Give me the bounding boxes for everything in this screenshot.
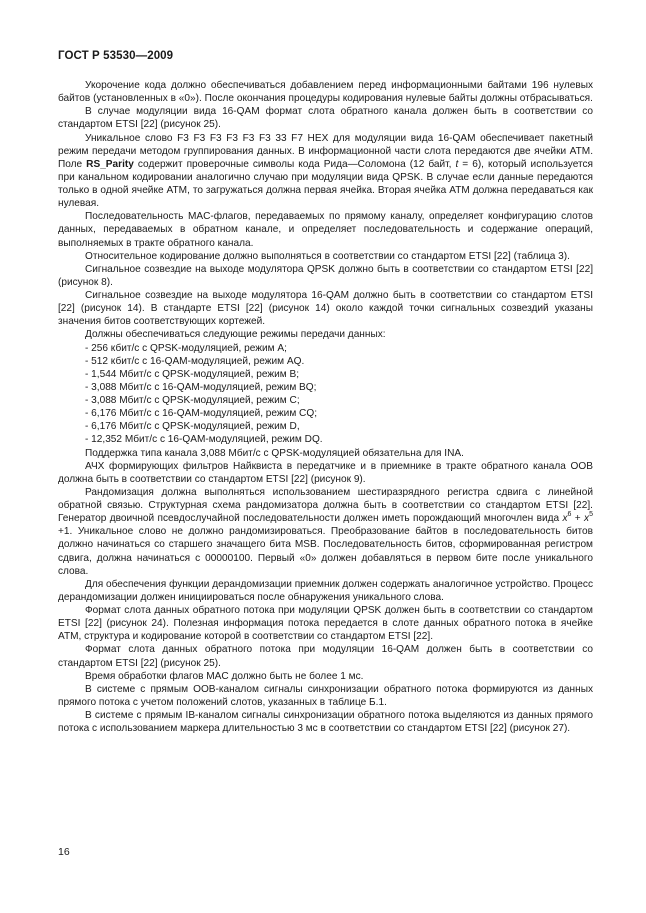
list-item: - 512 кбит/с с 16-QAM-модуляцией, режим AQ. xyxy=(85,355,305,367)
paragraph: Сигнальное созвездие на выходе модулятора QPSK должно быть в соответствии со стандартом ETSI [22] (рисунок 8). xyxy=(58,263,593,288)
paragraph: Последовательность MAC-флагов, передаваемых по прямому каналу, определяет конфигурацию слотов данных, передаваемых в обратном канале, и определяет последовательность и содержание операций, выполняемых в тракте обратного канала. xyxy=(58,211,593,249)
list-item: - 256 кбит/с с QPSK-модуляцией, режим A; xyxy=(85,342,287,354)
list-item: - 6,176 Мбит/с с QPSK-модуляцией, режим D, xyxy=(85,421,300,433)
list-item: - 12,352 Мбит/с с 16-QAM-модуляцией, режим DQ. xyxy=(85,434,323,446)
paragraph: Формат слота данных обратного потока при модуляции 16-QAM должен быть в соответствии со стандартом ETSI [22] (рисунок 25). xyxy=(58,644,593,669)
paragraph: Относительное кодирование должно выполняться в соответствии со стандартом ETSI [22] (таблица 3). xyxy=(85,250,570,262)
list-item: - 3,088 Мбит/с с QPSK-модуляцией, режим C; xyxy=(85,395,300,406)
paragraph: В системе с прямым OOB-каналом сигналы синхронизации обратного потока формируются из данных прямого потока с учетом положений слотов, указанных в таблице Б.1. xyxy=(58,683,593,708)
paragraph: В случае модуляции вида 16-QAM формат слота обратного канала должен быть в соответствии со стандартом ETSI [22] (рисунок 25). xyxy=(58,106,593,131)
paragraph: Формат слота данных обратного потока при модуляции QPSK должен быть в соответствии со стандартом ETSI [22] (рисунок 24). Полезная информация потока передается в слоте данных обратного потока в ячейке ATM, структура и кодирование которой в соответствии со стандартом ETSI [22]. xyxy=(58,605,593,643)
paragraph: Должны обеспечиваться следующие режимы передачи данных: xyxy=(85,329,386,341)
paragraph: Время обработки флагов MAC должно быть не более 1 мс. xyxy=(85,670,364,682)
paragraph: Укорочение кода должно обеспечиваться добавлением перед информационными байтами 196 нулевых байтов (установленных в «0»). После окончания процедуры кодирования нулевые байты должны отбрасываться. xyxy=(58,80,593,105)
list-item: - 6,176 Мбит/с с 16-QAM-модуляцией, режим CQ; xyxy=(85,408,318,420)
page-number: 16 xyxy=(58,846,70,858)
document-body xyxy=(58,79,593,735)
paragraph: АЧХ формирующих фильтров Найквиста в передатчике и в приемнике в тракте обратного канала OOB должна быть в соответствии со стандартом ETSI [22] (рисунок 9). xyxy=(58,460,593,485)
document-header: ГОСТ Р 53530—2009 xyxy=(58,50,174,62)
list-item: - 3,088 Мбит/с с 16-QAM-модуляцией, режим BQ; xyxy=(85,381,317,393)
paragraph: В системе с прямым IB-каналом сигналы синхронизации обратного потока выделяются из данных прямого потока с использованием маркера длительностью 3 мс в соответствии со стандартом ETSI [22] (рисунок 27). xyxy=(58,710,593,735)
paragraph: Для обеспечения функции дерандомизации приемник должен содержать аналогичное устройство. Процесс дерандомизации должен инициироваться после обнаружения уникального слова. xyxy=(58,578,593,603)
paragraph: Поддержка типа канала 3,088 Мбит/с с QPSK-модуляцией обязательна для INA. xyxy=(85,447,464,459)
paragraph: Сигнальное созвездие на выходе модулятора 16-QAM должно быть в соответствии со стандартом ETSI [22] (рисунок 14). В стандарте ETSI [22] (рисунок 14) около каждой точки сигнальных созвездий указаны значения битов соответствующих кортежей. xyxy=(58,290,593,328)
field-name: RS_Parity xyxy=(86,158,134,170)
paragraph: Уникальное слово F3 F3 F3 F3 F3 F3 33 F7 HEX для модуляции вида 16-QAM обеспечивает пакетный режим передачи методом группирования данных. В информационной части слота передаются две ячейки ATM. Поле RS_Parity содержит проверочные символы кода Рида—Соломона (12 байт, t = 6), который используется при канальном кодировании аналогично случаю при модуляции вида QPSK. В случае если данные передаются только в одной ячейке ATM, то загружаться должна первая ячейка. Вторая ячейка ATM должна передаваться как нулевая. xyxy=(58,132,593,210)
paragraph: Рандомизация должна выполняться использованием шестиразрядного регистра сдвига с линейной обратной связью. Структурная схема рандомизатора должна быть в соответствии со стандартом ETSI [22]. Генератор двоичной псевдослучайной последовательности должен иметь порождающий многочлен вида $x^6 + x^5 +1$. Уникальное слово не должно рандомизироваться. Преобразование байтов в последовательность битов должно начинаться со старшего значащего бита MSB. Последовательность битов, сформированная регистром сдвига, должна начинаться с 00000100. Первый «0» должен добавляться в первом бите после уникального слова. xyxy=(58,486,593,577)
list-item: - 1,544 Мбит/с с QPSK-модуляцией, режим B; xyxy=(85,368,300,380)
